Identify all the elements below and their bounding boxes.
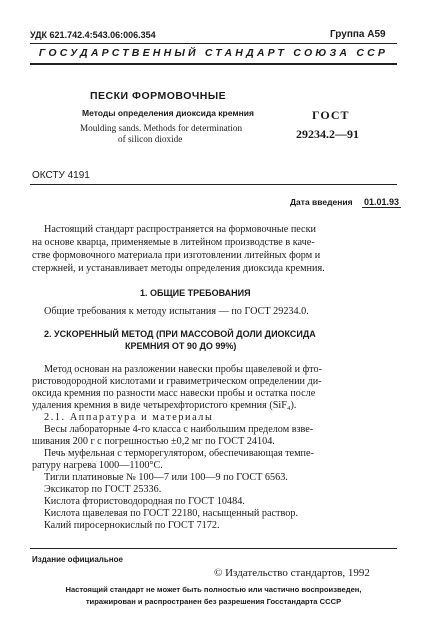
equipment-line-7: Кислота фтористоводородная по ГОСТ 10484. [44,496,245,507]
english-title-line-1: Moulding sands. Methods for determination [80,123,243,133]
document-subtitle: Методы определения диоксида кремния [82,108,254,118]
equipment-line-5: Тигли платиновые № 100—7 или 100—9 по ГОСТ 6563. [44,472,288,483]
reproduction-notice-line-2: тиражирован и распространен без разрешения Госстандарта СССР [85,597,342,606]
section-2-body-line-3: оксида кремния по разности масс навески пробы и остатка после [32,388,316,399]
gost-number: 29234.2—91 [296,127,359,141]
header-bottom-rule [30,63,397,65]
equipment-line-4: ратуру нагрева 1000—1100°С. [32,460,163,471]
intro-date-label: Дата введения [290,197,353,207]
equipment-line-1: Весы лабораторные 4-го класса с наибольшим пределом взве- [44,424,314,435]
state-standard-heading: ГОСУДАРСТВЕННЫЙ СТАНДАРТ СОЮЗА ССР [38,47,389,59]
equipment-line-2: шивания 200 г с погрешностью ±0,2 мг по ГОСТ 24104. [32,436,275,447]
equipment-line-8: Кислота щавелевая по ГОСТ 22180, насыщенный раствор. [44,508,298,519]
reproduction-notice-line-1: Настоящий стандарт не может быть полностью или частично воспроизведен, [65,585,362,594]
section-2-body-line-4: удаления кремния в виде четырехфтористого кремния (SiF₄). [32,400,297,411]
section-1-heading: 1. ОБЩИЕ ТРЕБОВАНИЯ [140,288,251,298]
intro-date-value: 01.01.93 [364,197,400,207]
section-2-body-line-2: ристоводородной кислотами и гравиметрическом определении ди- [32,376,322,387]
footer-rule [30,548,397,549]
section-1-text: Общие требования к методу испытания — по ГОСТ 29234.0. [44,306,309,317]
header-top-rule [30,43,397,44]
udk-code: УДК 621.742.4:543.06:006.354 [30,30,156,40]
section-2-heading-line-2: КРЕМНИЯ ОТ 90 ДО 99%) [125,341,237,351]
copyright-notice: © Издательство стандартов, 1992 [214,567,370,579]
intro-line-3: стве формовочного материала при изготовлении литейных форм и [32,250,321,261]
official-edition-label: Издание официальное [32,555,123,564]
okstu-code: ОКСТУ 4191 [32,170,90,181]
equipment-line-6: Эксикатор по ГОСТ 25336. [44,484,162,495]
section-2-body-line-1: Метод основан на разложении навески пробы щавелевой и фто- [44,364,322,375]
gost-label: ГОСТ [312,108,350,122]
english-title-line-2: of silicon dioxide [118,134,183,144]
intro-line-2: на основе кварца, применяемые в литейном производстве в каче- [32,237,315,248]
intro-line-4: стержней, и устанавливает методы определения диоксида кремния. [32,263,325,274]
equipment-line-9: Калий пиросернокислый по ГОСТ 7172. [44,520,220,531]
equipment-line-3: Печь муфельная с терморегулятором, обеспечивающая темпе- [44,448,314,459]
section-2-heading-line-1: 2. УСКОРЕННЫЙ МЕТОД (ПРИ МАССОВОЙ ДОЛИ ДИОКСИДА [44,329,316,339]
section-2-1-heading: 2.1. Аппаратура и материалы [44,412,214,423]
group-code: Группа А59 [330,29,386,40]
intro-line-1: Настоящий стандарт распространяется на формовочные пески [44,224,316,235]
document-title: ПЕСКИ ФОРМОВОЧНЫЕ [90,90,227,102]
okstu-rule [30,184,397,185]
